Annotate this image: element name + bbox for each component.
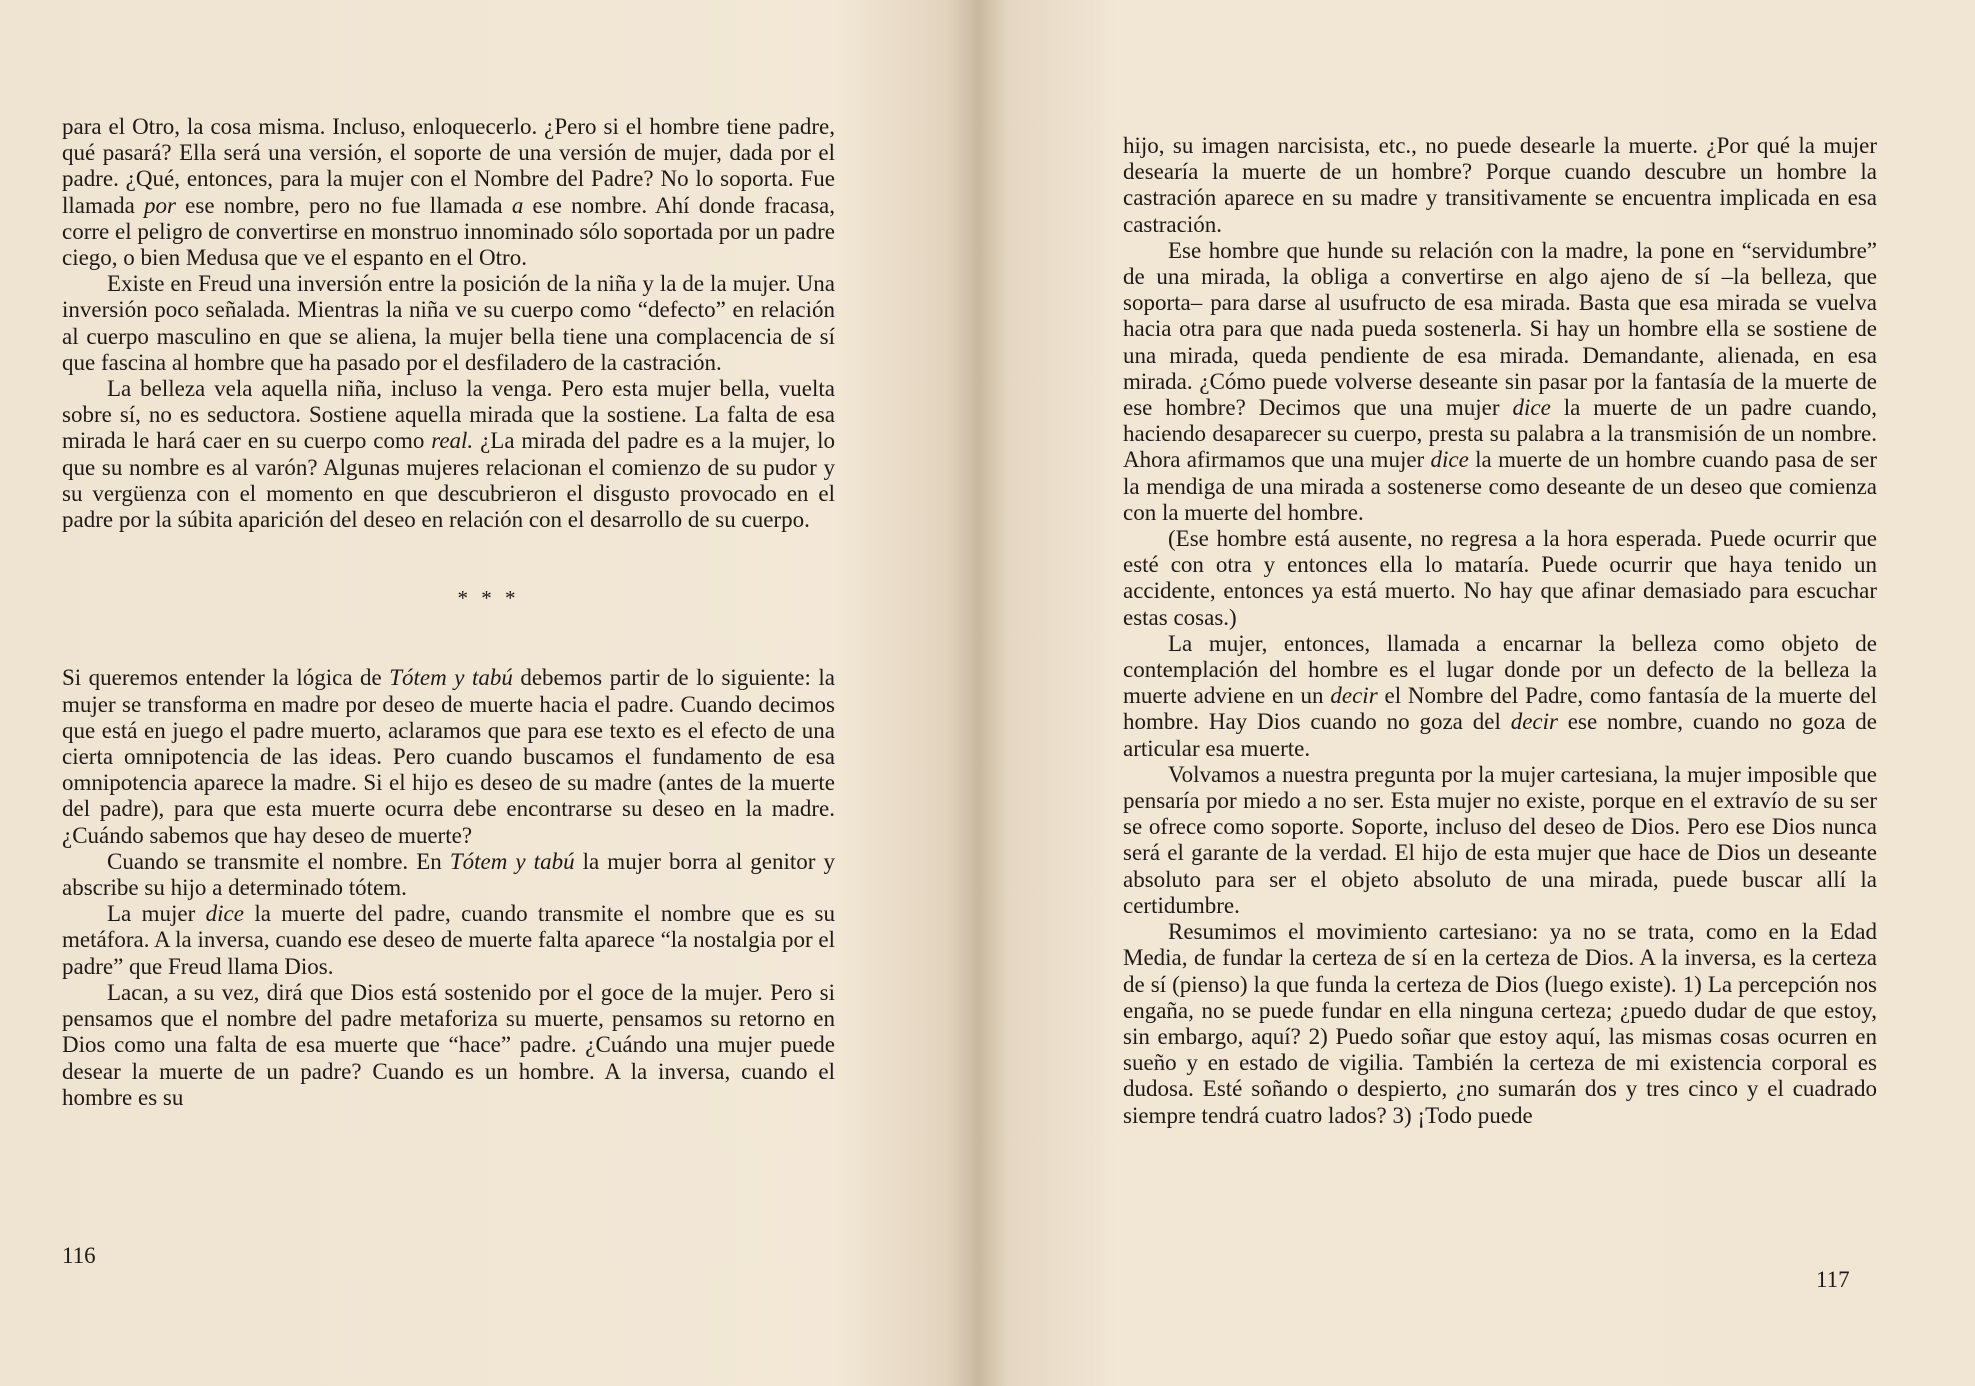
paragraph	[62, 980, 835, 1111]
italic-run: real.	[431, 428, 474, 454]
text-run: ese nombre, pero no fue llamada	[175, 192, 512, 218]
text-run: Lacan, a su vez, dirá que Dios está sostenido por el goce de la mujer. Pero si pensamos que el nombre del padre metaforiza su muerte, pensamos su retorno en Dios como una falta de esa muerte que “hace” padre. ¿Cuándo una mujer puede desear la muerte de un padre? Cuando es un hombre. A la inversa, cuando el hombre es su	[62, 979, 835, 1110]
text-run: ¿La mirada del padre es a la mujer, lo que su nombre es al varón? Algunas mujeres relacionan el comienzo de su pudor y su vergüenza con el momento en que descubrieron el disgusto provocado en el padre por la súbita aparición del deseo en relación con el desarrollo de su cuerpo.	[62, 428, 835, 533]
text-run: (Ese hombre está ausente, no regresa a la hora esperada. Puede ocurrir que esté con otra y entonces ella lo mataría. Puede ocurrir que haya tenido un accidente, entonces ya está muerto. No hay que afinar demasiado para escuchar estas cosas.)	[1123, 526, 1877, 630]
text-run: la muerte de un padre cuando, haciendo desaparecer su cuerpo, presta su palabra a la transmisión de un nombre. Ahora afirmamos que una mujer	[1123, 395, 1877, 473]
text-run: la mujer borra al genitor y abscribe su hijo a determinado tótem.	[62, 848, 835, 901]
text-run: La belleza vela aquella niña, incluso la venga. Pero esta mujer bella, vuelta sobre sí, no es seductora. Sostiene aquella mirada que la sostiene. La falta de esa mirada le hará caer en su cuerpo como	[62, 376, 835, 454]
text-run: hijo, su imagen narcisista, etc., no puede desearle la muerte. ¿Por qué la mujer desearía la muerte de un hombre? Porque cuando descubre un hombre la castración aparece en su madre y transitivamente se encuentra implicada en esa castración.	[1123, 133, 1877, 237]
left-page	[0, 0, 978, 1386]
paragraph	[62, 376, 835, 533]
paragraph	[62, 901, 835, 980]
italic-run: dice	[1512, 395, 1551, 421]
paragraph	[62, 271, 835, 376]
paragraph	[1123, 238, 1877, 526]
paragraph	[1123, 919, 1877, 1129]
text-run: Resumimos el movimiento cartesiano: ya no se trata, como en la Edad Media, de fundar la certeza de sí en la certeza de Dios. A la inversa, es la certeza de sí (pienso) la que funda la certeza de Dios (luego existe). 1) La percepción nos engaña, no se puede fundar en ella ninguna certeza; ¿puedo dudar de que estoy, sin embargo, aquí? 2) Puedo soñar que estoy aquí, las mismas cosas ocurren en sueño y en estado de vigilia. También la certeza de mi existencia corporal es dudosa. Esté soñando o despierto, ¿no sumarán dos y tres cinco y el cuadrado siempre tendrá cuatro lados? 3) ¡Todo puede	[1123, 919, 1877, 1128]
text-run: para el Otro, la cosa misma. Incluso, enloquecerlo. ¿Pero si el hombre tiene padre, qué pasará? Ella será una versión, el soporte de una versión de mujer, dada por el padre. ¿Qué, entonces, para la mujer con el Nombre del Padre? No lo soporta. Fue llamada	[62, 114, 835, 218]
italic-run: dice	[1430, 447, 1469, 473]
text-run: ese nombre, cuando no goza de articular esa muerte.	[1123, 709, 1877, 761]
text-run: La mujer	[107, 901, 206, 927]
text-run: Existe en Freud una inversión entre la posición de la niña y la de la mujer. Una inversión poco señalada. Mientras la niña ve su cuerpo como “defecto” en relación al cuerpo masculino en que se aliena, la mujer bella tiene una complacencia de sí que fascina al hombre que ha pasado por el desfiladero de la castración.	[62, 271, 835, 375]
right-page	[978, 0, 1975, 1386]
italic-run: Tótem y tabú	[389, 665, 513, 691]
text-run: Si queremos entender la lógica de	[62, 665, 390, 691]
page-number: 117	[1816, 1267, 1850, 1292]
text-run: el Nombre del Padre, como fantasía de la muerte del hombre. Hay Dios cuando no goza del	[1123, 683, 1877, 735]
left-page-text	[62, 114, 835, 1111]
italic-run: decir	[1510, 709, 1558, 735]
text-run: La mujer, entonces, llamada a encarnar la belleza como objeto de contemplación del hombre es el lugar donde por un defecto de la belleza la muerte adviene en un	[1123, 630, 1877, 709]
text-run: Ese hombre que hunde su relación con la madre, la pone en “servidumbre” de una mirada, la obliga a convertirse en algo ajeno de sí –la belleza, que soporta– para darse al usufructo de esa mirada. Basta que esa mirada se vuelva hacia otra para que nada pueda sostenerla. Si hay un hombre ella se sostiene de una mirada, queda pendiente de esa mirada. Demandante, alienada, en esa mirada. ¿Cómo puede volverse deseante sin pasar por la fantasía de la muerte de ese hombre? Decimos que una mujer	[1123, 237, 1877, 421]
section-break: * * *	[457, 586, 520, 611]
paragraph	[1123, 526, 1877, 631]
right-page-text	[1123, 133, 1877, 1129]
paragraph	[1123, 762, 1877, 919]
text-run: Cuando se transmite el nombre. En	[107, 848, 450, 874]
italic-run: a	[511, 192, 524, 218]
paragraph	[62, 665, 835, 848]
italic-run: dice	[205, 901, 244, 927]
italic-run: decir	[1330, 683, 1378, 709]
italic-run: Tótem y tabú	[449, 848, 575, 874]
text-run: la muerte de un hombre cuando pasa de ser la mendiga de una mirada a sostenerse como deseante de un deseo que comienza con la muerte del hombre.	[1123, 447, 1877, 525]
page-number: 116	[62, 1243, 96, 1268]
text-run: la muerte del padre, cuando transmite el nombre que es su metáfora. A la inversa, cuando ese deseo de muerte falta aparece “la nostalgia por el padre” que Freud llama Dios.	[62, 901, 836, 979]
italic-run: por	[144, 192, 176, 218]
text-run: debemos partir de lo siguiente: la mujer se transforma en madre por deseo de muerte hacia el padre. Cuando decimos que está en juego el padre muerto, aclaramos que para ese texto es el efecto de una cierta omnipotencia de las ideas. Pero cuando buscamos el fundamento de esa omnipotencia aparece la madre. Si el hijo es deseo de su madre (antes de la muerte del padre), para que esta muerte ocurra debe encontrarse su deseo en la madre. ¿Cuándo sabemos que hay deseo de muerte?	[62, 665, 835, 848]
paragraph	[62, 114, 835, 271]
text-run: ese nombre. Ahí donde fracasa, corre el peligro de convertirse en monstruo innominado sólo soportada por un padre ciego, o bien Medusa que ve el espanto en el Otro.	[62, 192, 836, 271]
paragraph	[1123, 133, 1877, 238]
paragraph	[1123, 631, 1877, 762]
paragraph	[62, 849, 835, 901]
text-run: Volvamos a nuestra pregunta por la mujer cartesiana, la mujer imposible que pensaría por miedo a no ser. Esta mujer no existe, porque en el extravío de su ser se ofrece como soporte. Soporte, incluso del deseo de Dios. Pero ese Dios nunca será el garante de la verdad. El hijo de esta mujer que hace de Dios un deseante absoluto para ser el objeto absoluto de una mirada, puede buscar allí la certidumbre.	[1123, 761, 1877, 918]
